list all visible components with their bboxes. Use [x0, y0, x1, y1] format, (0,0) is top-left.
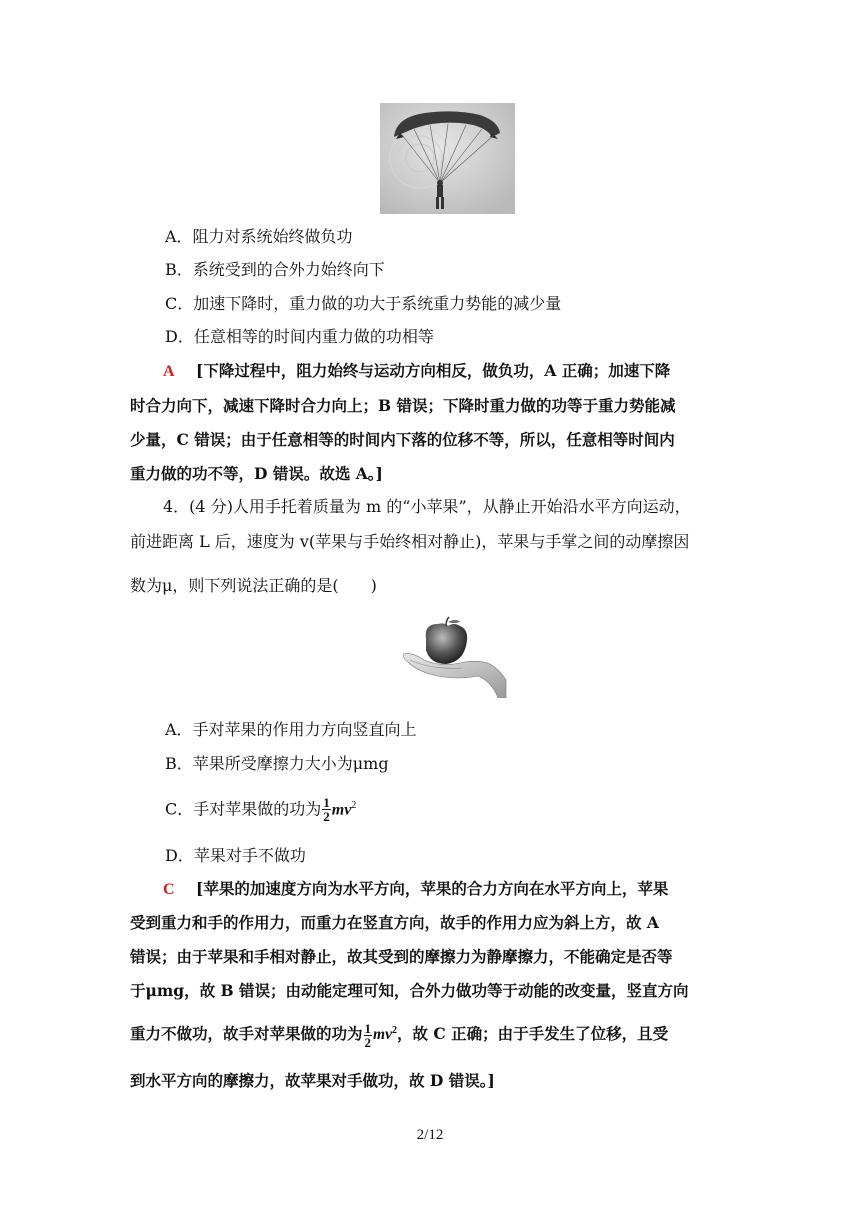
q3-option-b: B．系统受到的合外力始终向下 [165, 260, 385, 279]
q4-option-c [165, 791, 356, 825]
q3-explanation-line-3: 少量，C 错误；由于任意相等的时间内下落的位移不等，所以，任意相等时间内 [130, 430, 675, 449]
q4-stem-line-3: 数为μ，则下列说法正确的是( ) [130, 576, 377, 595]
q4-explanation-line-2: 受到重力和手的作用力，而重力在竖直方向，故手的作用力应为斜上方，故 A [130, 913, 659, 932]
fraction-half-explanation: $\frac{1}{2}$ [364, 1020, 372, 1050]
apple-hand-photo [402, 616, 508, 698]
exponent: 2 [351, 800, 357, 811]
fraction-half: $\frac{1}{2}$ [323, 795, 330, 825]
q3-option-c: C．加速下降时，重力做的功大于系统重力势能的减少量 [165, 294, 562, 313]
q3-explanation-line-1: [下降过程中，阻力始终与运动方向相反，做负功，A 正确；加速下降 [196, 361, 671, 380]
q4-option-a: A．手对苹果的作用力方向竖直向上 [165, 720, 417, 739]
apple-on-hand-image [402, 616, 508, 698]
q3-option-a: A．阻力对系统始终做负功 [165, 227, 353, 246]
q4-stem-line-1: 4．(4 分)人用手托着质量为 m 的“小苹果”，从静止开始沿水平方向运动， [163, 497, 691, 516]
q4-option-b: B．苹果所受摩擦力大小为μmg [165, 754, 389, 773]
parachutist-image [380, 103, 515, 214]
q4-explanation-line-3: 错误；由于苹果和手相对静止，故其受到的摩擦力为静摩擦力，不能确定是否等 [130, 947, 673, 966]
q4-option-d: D．苹果对手不做功 [165, 846, 306, 865]
q3-explanation-line-4: 重力做的功不等，D 错误。故选 A。] [130, 464, 383, 483]
q4-explanation-line-4: 于μmg，故 B 错误；由动能定理可知，合外力做功等于动能的改变量，竖直方向 [130, 981, 689, 1000]
q4-stem-line-2: 前进距离 L 后，速度为 v(苹果与手始终相对静止)，苹果与手掌之间的动摩擦因 [130, 532, 690, 551]
q4-explanation-line-1: [苹果的加速度方向为水平方向，苹果的合力方向在水平方向上，苹果 [196, 879, 669, 898]
q3-answer-letter: A [163, 363, 175, 380]
q4-explanation-line-5: 重力不做功，故手对苹果做的功为 $\frac{1}{2}$ $mv^2$，故 C 正确；由于手发生了位移，且受 [130, 1020, 669, 1050]
q3-explanation-line-2: 时合力向下，减速下降时合力向上；B 错误；下降时重力做的功等于重力势能减 [130, 396, 676, 415]
q4-option-c-text: C．手对苹果做的功为 [165, 799, 322, 819]
q4-answer-letter: C [163, 881, 175, 898]
variable-mv: mv [331, 801, 352, 819]
page-number: 2/12 [416, 1127, 444, 1143]
q3-option-d: D．任意相等的时间内重力做的功相等 [165, 327, 434, 346]
q4-explanation-line-6: 到水平方向的摩擦力，故苹果对手做功，故 D 错误。] [130, 1071, 495, 1090]
parachute-photo [380, 103, 515, 214]
